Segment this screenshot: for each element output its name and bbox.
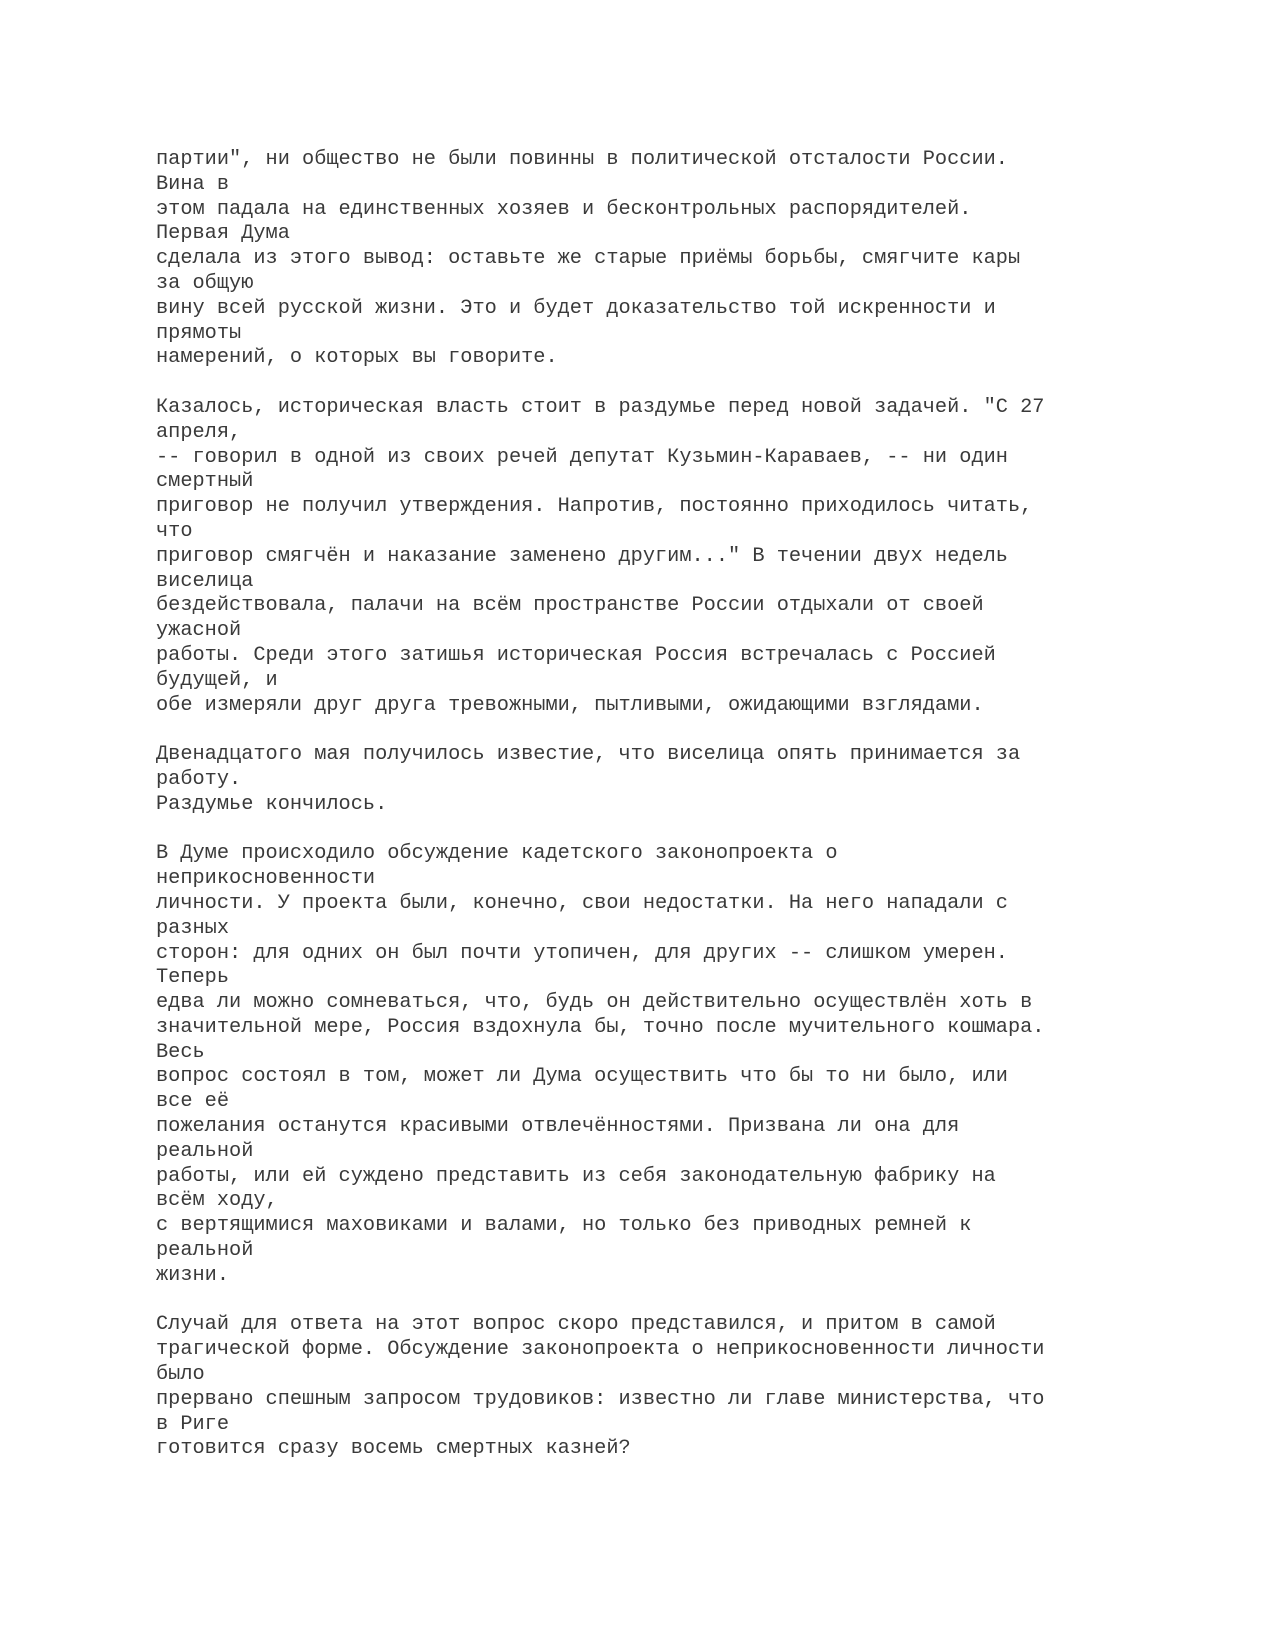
text-line: работы. Среди этого затишья историческая Россия встречалась с Россией [156,643,996,667]
text-line: Первая Дума [156,222,290,246]
paragraph-gap [156,718,1156,743]
text-line: едва ли можно сомневаться, что, будь он действительно осуществлён хоть в [156,991,1033,1015]
text-line: приговор не получил утверждения. Напротив, постоянно приходилось читать, [156,495,1033,519]
text-line: пожелания останутся красивыми отвлечённостями. Призвана ли она для [156,1115,960,1139]
paragraph [156,842,1156,1288]
text-line: Весь [156,1040,205,1064]
paragraph-gap [156,371,1156,396]
text-line: этом падала на единственных хозяев и бесконтрольных распорядителей. [156,197,972,221]
text-line: Случай для ответа на этот вопрос скоро представился, и притом в самой [156,1313,996,1337]
text-line: работу. [156,767,242,791]
text-line: партии", ни общество не были повинны в политической отсталости России. [156,148,1008,171]
text-line: вину всей русской жизни. Это и будет доказательство той искренности и [156,296,996,320]
text-line: апреля, [156,420,242,444]
paragraph [156,396,1156,718]
text-line: -- говорил в одной из своих речей депутат Кузьмин-Караваев, -- ни один [156,445,1008,469]
text-line: будущей, и [156,668,278,692]
paragraph-gap [156,1289,1156,1314]
text-line: реальной [156,1239,254,1263]
text-line: вопрос состоял в том, может ли Дума осуществить что бы то ни было, или [156,1065,1008,1089]
paragraph [156,743,1156,817]
text-line: В Думе происходило обсуждение кадетского законопроекта о [156,842,838,866]
text-line: смертный [156,470,254,494]
text-line: Теперь [156,966,230,990]
text-line: намерений, о которых вы говорите. [156,346,558,370]
text-line: Казалось, историческая власть стоит в раздумье перед новой задачей. "С 27 [156,395,1045,419]
text-line: прямоты [156,321,242,345]
text-line: значительной мере, Россия вздохнула бы, точно после мучительного кошмара. [156,1015,1045,1039]
text-line: работы, или ей суждено представить из себя законодательную фабрику на [156,1164,996,1188]
text-line: виселица [156,569,254,593]
document-body [156,148,1156,1462]
text-line: Вина в [156,172,230,196]
text-line: в Риге [156,1412,230,1436]
text-line: готовится сразу восемь смертных казней? [156,1437,631,1461]
text-line: за общую [156,271,254,295]
text-line: прервано спешным запросом трудовиков: известно ли главе министерства, что [156,1387,1045,1411]
text-line: обе измеряли друг друга тревожными, пытливыми, ожидающими взглядами. [156,693,984,717]
text-line: что [156,519,193,543]
text-line: Раздумье кончилось. [156,792,388,816]
paragraph-gap [156,818,1156,843]
text-line: личности. У проекта были, конечно, свои недостатки. На него нападали с [156,891,1008,915]
text-line: трагической форме. Обсуждение законопроекта о неприкосновенности личности [156,1338,1045,1362]
text-line: всём ходу, [156,1189,278,1213]
text-line: Двенадцатого мая получилось известие, что виселица опять принимается за [156,743,1021,767]
text-line: ужасной [156,619,242,643]
text-line: приговор смягчён и наказание заменено другим..." В течении двух недель [156,544,1008,568]
paragraph [156,1313,1156,1462]
text-line: реальной [156,1139,254,1163]
text-line: сторон: для одних он был почти утопичен, для других -- слишком умерен. [156,941,1008,965]
text-line: было [156,1363,205,1387]
text-line: жизни. [156,1263,230,1287]
text-line: неприкосновенности [156,867,376,891]
text-line: с вертящимися маховиками и валами, но только без приводных ремней к [156,1214,972,1238]
text-line: сделала из этого вывод: оставьте же старые приёмы борьбы, смягчите кары [156,247,1021,271]
paragraph [156,148,1156,371]
text-line: бездействовала, палачи на всём пространстве России отдыхали от своей [156,594,984,618]
text-line: разных [156,916,230,940]
text-line: все её [156,1090,230,1114]
